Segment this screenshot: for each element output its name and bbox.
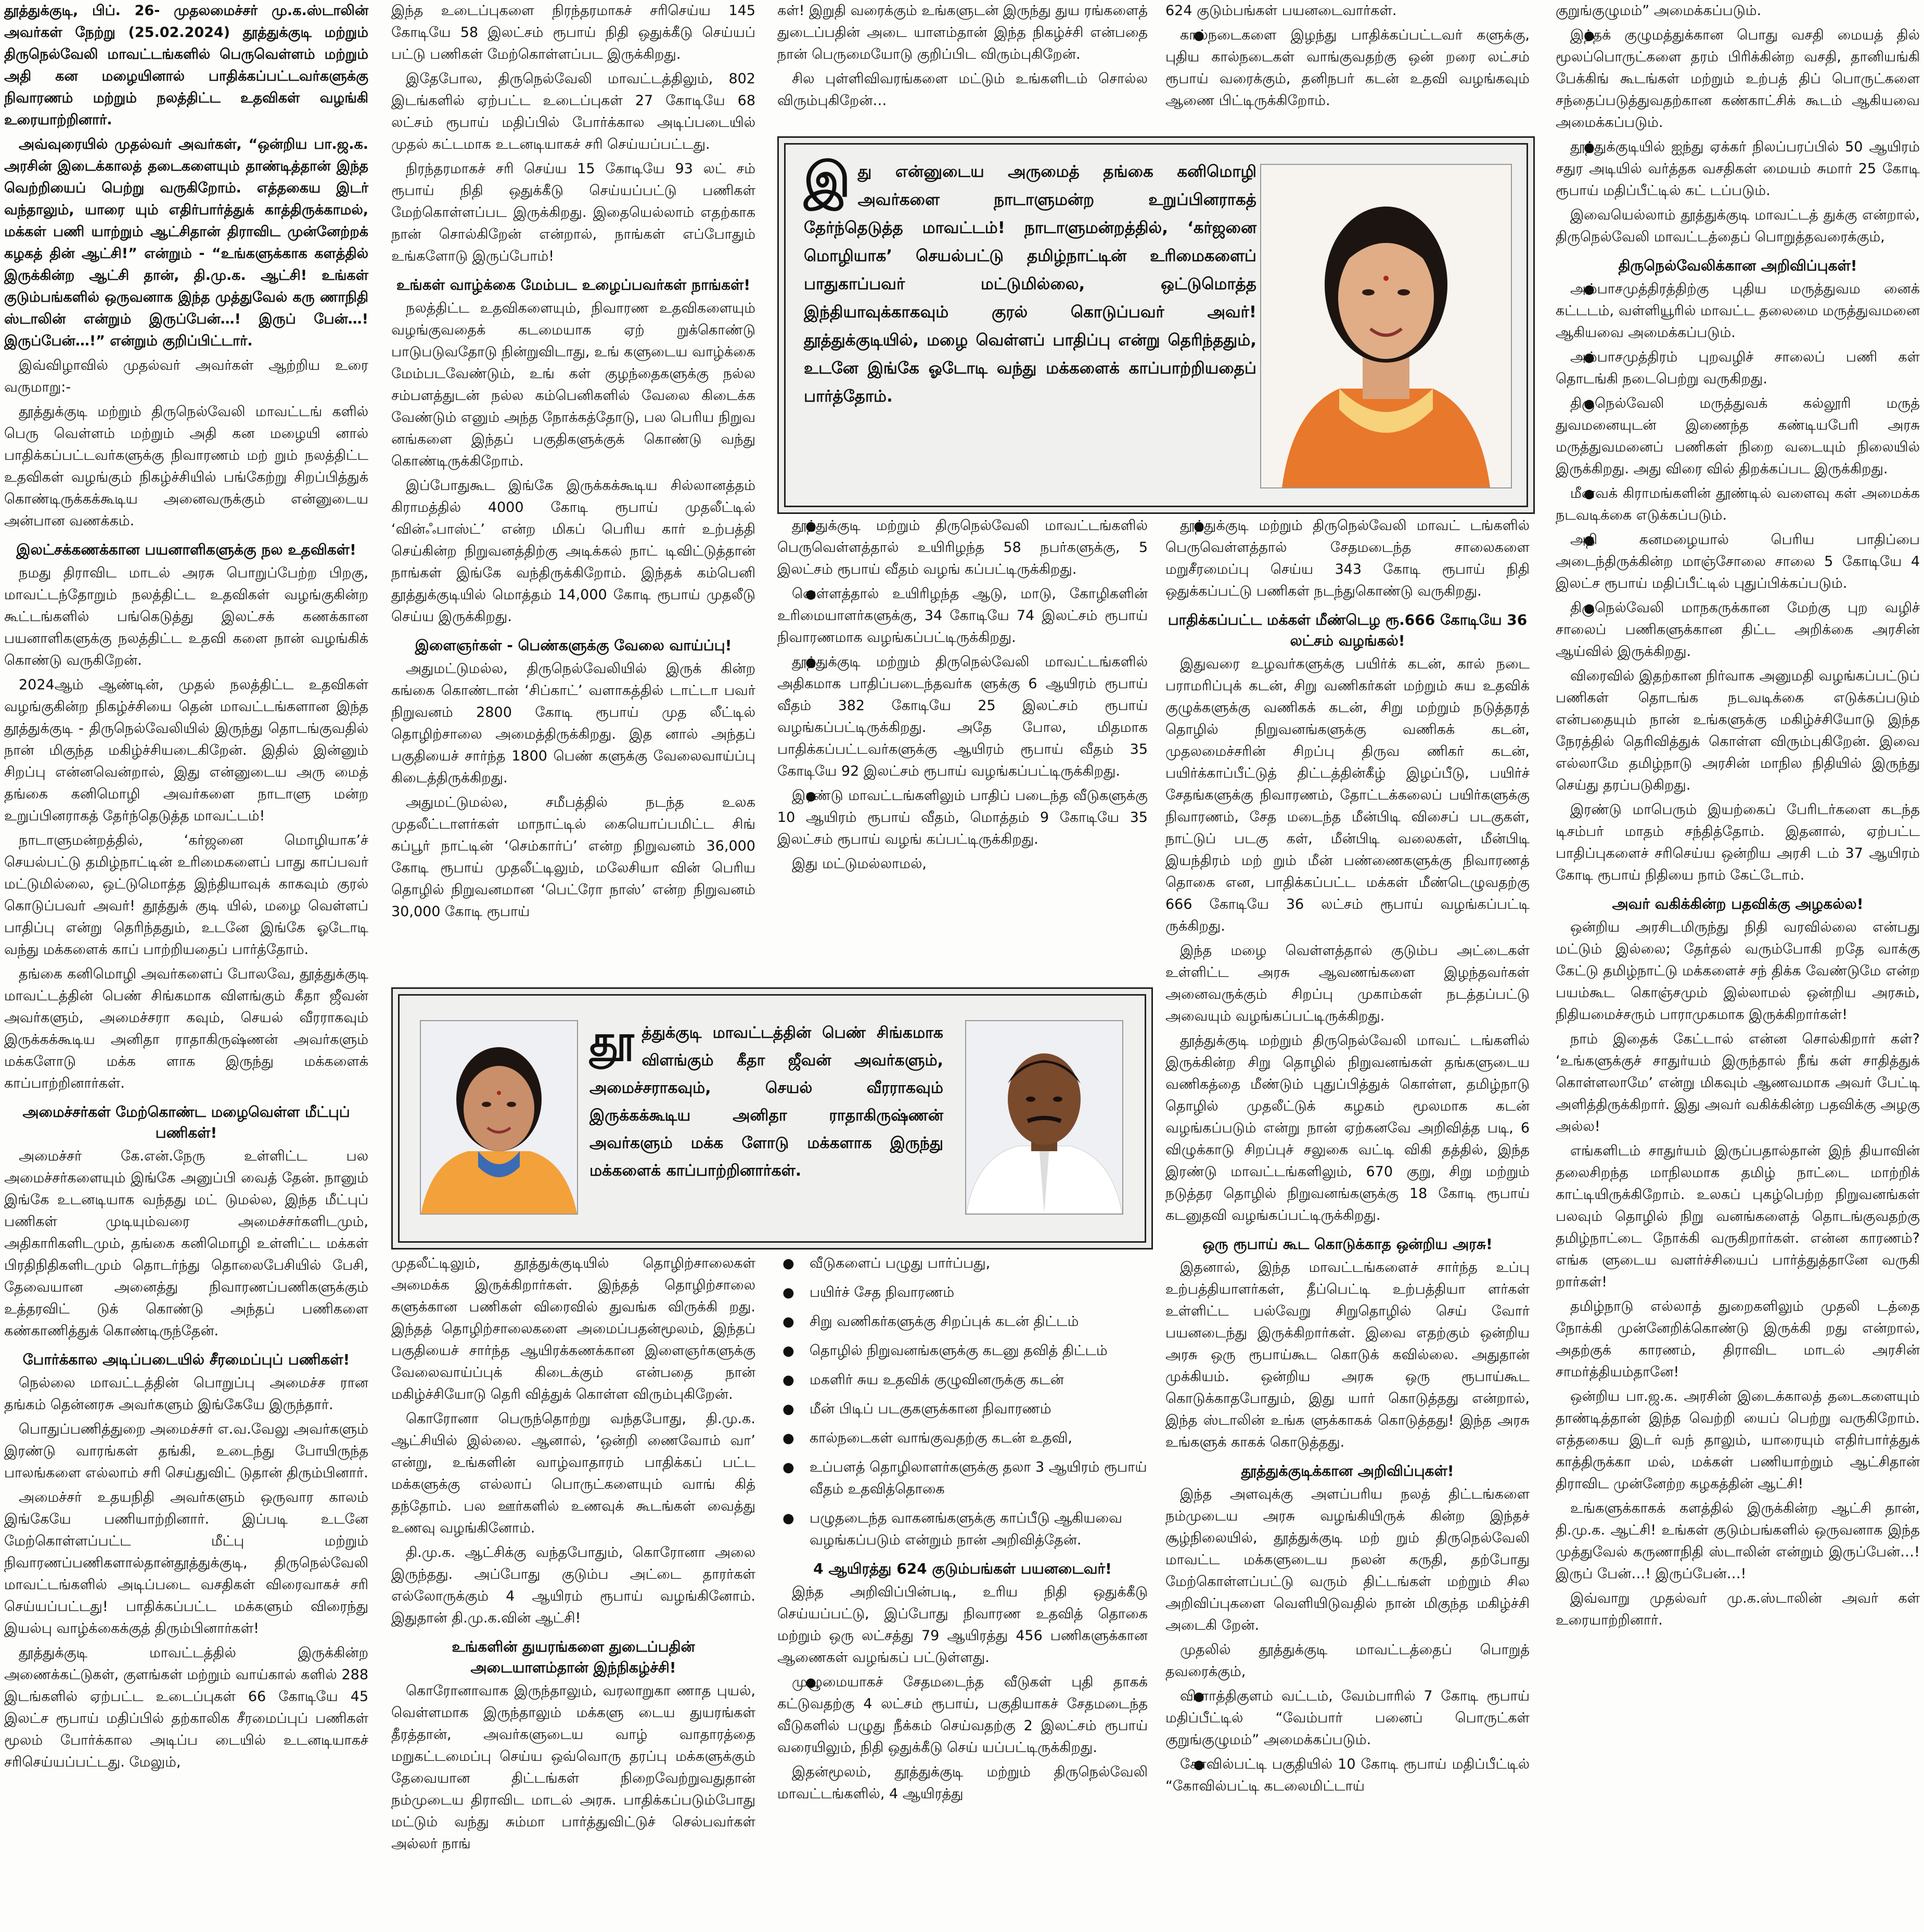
bullet-paragraph: ● இந்தக் குழுமத்துக்கான பொது வசதி மையத் தில் மூலப்பொருட்களை தரம் பிரிக்கின்ற வசதி, தானியங்கி பேக்கிங் கூடங்கள் மற்றும் உற்பத் திப் பொருட்களை சந்தைப்படுத்துவதற்கான கண்காட்சிக் கூடம் ஆகியவை அமைக்கப்படும். [1556, 24, 1920, 134]
bullet-paragraph: ● விளாத்திகுளம் வட்டம், வேம்பாரில் 7 கோடி ரூபாய் மதிப்பீட்டில் “வேம்பார் பனைப் பொருட்கள் குறுங்குழுமம்” அமைக்கப்படும். [1165, 1685, 1530, 1751]
subheading: இலட்சக்கணக்கான பயனாளிகளுக்கு நல உதவிகள்! [16, 541, 356, 558]
paragraph: இரண்டு மாபெரும் இயற்கைப் பேரிடர்களை கடந்த டிசம்பர் மாதம் சந்தித்தோம். இதனால், ஏற்பட்ட பாதிப்புகளைச் சரிசெய்ய ஒன்றிய அரசி டம் 37 ஆயிரம் கோடி ரூபாய் நிதியை நாம் கேட்டோம். [1556, 802, 1920, 883]
paragraph: இதேபோல, திருநெல்வேலி மாவட்டத்திலும், 802 இடங்களில் ஏற்பட்ட உடைப்புகள் 27 கோடியே 68 லட்சம் ரூபாய் மதிப்பில் போர்க்கால அடிப்படையில் முதல் கட்டமாக உடனடியாகச் சரி செய்யப்பட்டது. [391, 71, 755, 152]
paragraph: ஒன்றிய பா.ஜ.க. அரசின் இடைக்காலத் தடைகளையும் தாண்டித்தான் இந்த வெற்றி யைப் பெற்று வருகிறோம். எத்தகைய இடர் வந் தாலும், யாரையும் எதிர்பார்த்துக் காத்திருக்கா மல், மக்கள் பணியாற்றும் ஆட்சிதான் திராவிட முன்னேற்ற கழகத்தின் ஆட்சி! [1556, 1388, 1920, 1492]
paragraph: கொரோனாவாக இருந்தாலும், வரலாறுகா ணாத புயல், வெள்ளமாக இருந்தாலும் மக்களு டைய துயரங்கள் தீரத்தான், அவர்களுடைய வாழ் வாதாரத்தை மறுகட்டமைப்பு செய்ய ஒவ்வொரு தரப்பு மக்களுக்கும் தேவையான திட்டங்கள் நிறைவேற்றுவதுதான் நம்முடைய திராவிட மாடல் அரசு. பாதிக்கப்படும்போது மட்டும் வந்து சும்மா பார்த்துவிட்டுச் செல்பவர்கள் அல்லர் நாங் [391, 1683, 755, 1852]
subheading: போர்க்கால அடிப்படையில் சீரமைப்புப் பணிகள்! [22, 1351, 350, 1368]
subheading: அமைச்சர்கள் மேற்கொண்ட மழைவெள்ள மீட்புப் பணிகள்! [22, 1103, 350, 1141]
paragraph: முதலீட்டிலும், தூத்துக்குடியில் தொழிற்சாலைகள் அமைக்க இருக்கிறார்கள். இந்தத் தொழிற்சாலை களுக்கான பணிகள் விரைவில் துவங்க விருக்கி றது. இந்தத் தொழிற்சாலைகளை அமைப்பதன்மூலம், இந்தப் பகுதியைச் சார்ந்த ஆயிரக்கணக்கான இளைஞர்களுக்கு வேலைவாய்ப்புக் கிடைக்கும் என்பதை நான் மகிழ்ச்சியோடு தெரி வித்துக் கொள்ள விரும்புகிறேன். [391, 1255, 755, 1402]
paragraph: பொதுப்பணித்துறை அமைச்சர் எ.வ.வேலு அவர்களும் இரண்டு வாரங்கள் தங்கி, உடைந்து போயிருந்த பாலங்களை எல்லாம் சரி செய்துவிட் டுதான் திரும்பினார். [4, 1421, 368, 1481]
paragraph: சில புள்ளிவிவரங்களை மட்டும் உங்களிடம் சொல்ல விரும்புகிறேன்… [777, 71, 1148, 109]
bullet-paragraph: ● தூத்துக்குடி மற்றும் திருநெல்வேலி மாவட் டங்களில் பெருவெள்ளத்தால் சேதமடைந்த சாலைகளை மறுசீரமைப்பு செய்ய 343 கோடி ரூபாய் நிதி ஒதுக்கப்பட்டு பணிகள் நடந்துகொண்டு வருகிறது. [1165, 515, 1530, 602]
pullquote-box-kanimozhi [777, 136, 1535, 514]
paragraph: தங்கை கனிமொழி அவர்களைப் போலவே, தூத்துக்குடி மாவட்டத்தின் பெண் சிங்கமாக விளங்கும் கீதா ஜீவன் அவர்களும், அமைச்சரா கவும், செயல் வீரராகவும் இருக்கக்கூடிய அனிதா ராதாகிருஷ்ணன் அவர்களும் மக்களோடு மக்க ளாக இருந்து மக்களைக் காப்பாற்றினார்கள். [4, 966, 368, 1091]
paragraph: இதுவரை உழவர்களுக்கு பயிர்க் கடன், கால் நடை பராமரிப்புக் கடன், சிறு வணிகர்கள் மற்றும் சுய உதவிக் குழுக்களுக்கு வணிகக் கடன், சிறு மற்றும் நடுத்தரத் தொழில் நிறுவனங்களுக்கு வணிகக் கடன், முதலமைச்சரின் சிறப்பு திருவ ணிகர் கடன், பயிர்க்காப்பீட்டுத் திட்டத்தின்கீழ் இழப்பீடு, பயிர்ச் சேதங்களுக்கு நிவாரணம், தோட்டக்கலைப் பயிர்களுக்கு நிவாரணம், சேத மடைந்த மீன்பிடி விசைப் படகுகள், நாட்டுப் படகு கள், மீன்பிடி வலைகள், மீன்பிடி இயந்திரம் மற் றும் மீன் பண்ணைகளுக்கு நிவாரணத் தொகை என, பாதிக்கப்பட்ட மக்கள் மீண்டெழுவதற்கு 666 கோடியே 36 லட்சம் ரூபாய் வழங்கப்பட்டி ருக்கிறது. [1165, 656, 1530, 934]
column-5 [1556, 0, 1920, 1634]
paragraph: கொரோனா பெருந்தொற்று வந்தபோது, தி.மு.க. ஆட்சியில் இல்லை. ஆனால், ‘ஒன்றி ணைவோம் வா’ என்று, உங்களின் வாழ்வாதாரம் பாதிக்கப் பட்ட மக்களுக்கு எல்லாப் பொருட்களையும் வாங் கித் தந்தோம். பல ஊர்களில் உணவுக் கூடங்கள் வைத்து உணவு வழங்கினோம். [391, 1411, 755, 1536]
list-item: ● கால்நடைகள் வாங்குவதற்கு கடன் உதவி, [777, 1427, 1148, 1449]
bullet-paragraph: ● அதி கனமழையால் பெரிய பாதிப்பை அடைந்திருக்கின்ற மாஞ்சோலை சாலை 5 கோடியே 4 இலட்ச ரூபாய் மதிப்பீட்டில் புதுப்பிக்கப்படும். [1556, 529, 1920, 595]
paragraph: கள்! இறுதி வரைக்கும் உங்களுடன் இருந்து துய ரங்களைத் துடைப்பதின் அடை யாளம்தான் இந்த நிகழ்ச்சி என்பதை நான் பெருமையோடு குறிப்பிட விரும்புகிறேன். [777, 3, 1148, 62]
bullet-paragraph: ● மீனவக் கிராமங்களின் தூண்டில் வளைவு கள் அமைக்க நடவடிக்கை எடுக்கப்படும். [1556, 483, 1920, 526]
paragraph: நமது திராவிட மாடல் அரசு பொறுப்பேற்ற பிறகு, மாவட்டந்தோறும் நலத்திட்ட உதவிகள் வழங்குகின்ற கூட்டங்களில் பங்கெடுத்து இலட்சக் கணக்கான பயனாளிகளுக்கு நலத்திட்ட உதவி களை நான் வழங்கிக் கொண்டு வருகிறேன். [4, 565, 368, 668]
paragraph: இப்போதுகூட இங்கே இருக்கக்கூடிய சில்லானத்தம் கிராமத்தில் 4000 கோடி ரூபாய் முதலீட்டில் ‘வின்ஃபாஸ்ட்’ என்ற மிகப் பெரிய கார் உற்பத்தி செய்கின்ற நிறுவனத்திற்கு அடிக்கல் நாட் டிவிட்டுத்தான் நாங்கள் இங்கே வந்திருக்கிறோம். இந்தக் கம்பெனி தூத்துக்குடியில் மொத்தம் 14,000 கோடி ரூபாய் முதலீடு செய்ய இருக்கிறது. [391, 478, 755, 625]
paragraph: குறுங்குழுமம்” அமைக்கப்படும். [1556, 3, 1762, 19]
paragraph: நெல்லை மாவட்டத்தின் பொறுப்பு அமைச்ச ரான தங்கம் தென்னரசு அவர்களும் இங்கேயே இருந்தார். [4, 1375, 368, 1413]
bullet-paragraph: ● அம்பாசமுத்திரத்திற்கு புதிய மருத்துவம னைக் கட்டடம், வள்ளியூரில் மாவட்ட தலைமை மருத்துவமனை ஆகியவை அமைக்கப்படும். [1556, 278, 1920, 344]
bullet-paragraph: ● தூத்துக்குடி மற்றும் திருநெல்வேலி மாவட்டங்களில் அதிகமாக பாதிப்படைந்தவர்க ளுக்கு 6 ஆயிரம் ரூபாய் வீதம் 382 கோடியே 25 இலட்சம் ரூபாய் வழங்கப்பட்டிருக்கிறது. அதே போல, மிதமாக பாதிக்கப்பட்டவர்களுக்கு ஆயிரம் ரூபாய் வீதம் 35 கோடியே 92 இலட்சம் ரூபாய் வழங்கப்பட்டிருக்கிறது. [777, 651, 1148, 782]
list-item: ● சிறு வணிகர்களுக்கு சிறப்புக் கடன் திட்டம் [777, 1311, 1148, 1333]
column-1 [4, 0, 368, 1776]
paragraph: இதனால், இந்த மாவட்டங்களைச் சார்ந்த உப்பு உற்பத்தியாளர்கள், தீப்பெட்டி உற்பத்தியா ளர்கள் உள்ளிட்ட பல்வேறு சிறுதொழில் செய் வோர் பயனடைந்து இருக்கிறார்கள். இவை எதற்கும் ஒன்றிய அரசு ஒரு ரூபாய்கூட கொடுக் கவில்லை. அதுதான் முக்கியம். ஒன்றிய அரசு ஒரு ரூபாய்கூட கொடுக்காதபோதும், இது யார் கொடுத்தது என்றால், இந்த ஸ்டாலின் உங்க ளுக்காகக் கொடுத்தது! இந்த அரசு உங்களுக் காகக் கொடுத்தது. [1165, 1259, 1530, 1450]
bullet-paragraph: ● வெள்ளத்தால் உயிரிழந்த ஆடு, மாடு, கோழிகளின் உரிமையாளர்களுக்கு, 34 கோடியே 74 இலட்சம் ரூபாய் நிவாரணமாக வழங்கப்பட்டிருக்கிறது. [777, 583, 1148, 649]
bullet-paragraph: ● திருநெல்வேலி மருத்துவக் கல்லூரி மருத் துவமனையுடன் இணைந்த கண்டியபேரி அரசு மருத்துவமனைப் பணிகள் நிறை வடையும் நிலையில் இருக்கிறது. அது விரை வில் திறக்கப்பட இருக்கிறது. [1556, 393, 1920, 480]
bullet-paragraph: ● கால்நடைகளை இழந்து பாதிக்கப்பட்டவர் களுக்கு, புதிய கால்நடைகள் வாங்குவதற்கு ஒன் றரை லட்சம் ரூபாய் வரைக்கும், தனிநபர் கடன் உதவி வழங்கவும் ஆணை பிட்டிருக்கிறோம். [1165, 24, 1530, 112]
column-3-middle [777, 515, 1148, 878]
paragraph: அதுமட்டுமல்ல, திருநெல்வேலியில் இருக் கின்ற கங்கை கொண்டான் ‘சிப்காட்’ வளாகத்தில் டாட்டா பவர் நிறுவனம் 2800 கோடி ரூபாய் முத லீட்டில் தொழிற்சாலை அமைத்திருக்கிறது. இத னால் அந்தப் பகுதியைச் சார்ந்த 1800 பெண் களுக்கு வேலைவாய்ப்பு கிடைத்திருக்கிறது. [391, 661, 755, 786]
column-2-top [391, 0, 755, 925]
paragraph: இந்த உடைப்புகளை நிரந்தரமாகச் சரிசெய்ய 145 கோடியே 58 இலட்சம் ரூபாய் நிதி ஒதுக்கீடு செய்யப் பட்டு பணிகள் மேற்கொள்ளப்பட இருக்கிறது. [391, 3, 755, 62]
list-item: ● வீடுகளைப் பழுது பார்ப்பது, [777, 1253, 1148, 1274]
dropcap: இ [804, 152, 851, 208]
paragraph: நாம் இதைக் கேட்டால் என்ன சொல்கிறார் கள்? ‘உங்களுக்குச் சாதுர்யம் இருந்தால் நீங் கள் சாதித்துக் கொள்ளலாமே’ என்று மிகவும் ஆணவமாக அவர் பேட்டி அளித்திருக்கிறார். இது அவர் வகிக்கின்ற பதவிக்கு அழகு அல்ல! [1556, 1031, 1920, 1135]
bullet-paragraph: ● இரண்டு மாவட்டங்களிலும் பாதிப் படைந்த வீடுகளுக்கு 10 ஆயிரம் ரூபாய் வீதம், மொத்தம் 9 கோடியே 35 இலட்சம் ரூபாய் வழங் கப்பட்டிருக்கிறது. [777, 785, 1148, 851]
paragraph: 624 குடும்பங்கள் பயனடைவார்கள். [1165, 3, 1397, 19]
pullquote-ministers-text: தூ த்துக்குடி மாவட்டத்தின் பெண் சிங்கமாக விளங்கும் கீதா ஜீவன் அவர்களும், அமைச்சராகவும், செயல் வீரராகவும் இருக்கக்கூடிய அனிதா ராதாகிருஷ்ணன் அவர்களும் மக்க ளோடு மக்களாக இருந்து மக்களைக் காப்பாற்றினார்கள். [589, 1016, 943, 1180]
paragraph: தமிழ்நாடு எல்லாத் துறைகளிலும் முதலி டத்தை நோக்கி முன்னேறிக்கொண்டு இருக்கி றது என்றால், அதற்குக் காரணம், திராவிட மாடல் அரசின் சாமர்த்தியம்தானே! [1556, 1298, 1920, 1380]
list-item: ● மகளிர் சுய உதவிக் குழுவினருக்கு கடன் [777, 1369, 1148, 1391]
list-item: ● பழுதடைந்த வாகனங்களுக்கு காப்பீடு ஆகியவை வழங்கப்படும் என்றும் நான் அறிவித்தேன். [777, 1508, 1148, 1551]
subheading: பாதிக்கப்பட்ட மக்கள் மீண்டெழ ரூ.666 கோடியே 36 லட்சம் வழங்கல்! [1168, 611, 1528, 649]
anitha-radhakrishnan-photo [965, 1020, 1123, 1215]
paragraph: உங்களுக்காகக் களத்தில் இருக்கின்ற ஆட்சி தான், தி.மு.க. ஆட்சி! உங்கள் குடும்பங்களில் ஒருவனாக இந்த முத்துவேல் கருணாநிதி ஸ்டாலின் என்றும் இருப்பேன்…! இருப் பேன்…! இருப்பேன்…! [1556, 1500, 1920, 1582]
paragraph: இது மட்டுமல்லாமல், [792, 856, 927, 872]
subheading: உங்களின் துயரங்களை துடைப்பதின் அடையாளம்தான் இந்நிகழ்ச்சி! [452, 1638, 695, 1676]
paragraph: ஒன்றிய அரசிடமிருந்து நிதி வரவில்லை என்பது மட்டும் இல்லை; தேர்தல் வரும்போகி றதே வாக்கு கேட்டு தமிழ்நாட்டு மக்களைச் சந் திக்க வேண்டுமே என்ற பயம்கூட கொஞ்சமும் இல்லாமல் ஒன்றிய அரசும், நிதியமைச்சரும் பாராமுகமாக இருக்கிறார்கள்! [1556, 919, 1920, 1023]
paragraph: இவையெல்லாம் தூத்துக்குடி மாவட்டத் துக்கு என்றால், திருநெல்வேலி மாவட்டத்தைப் பொறுத்தவரைக்கும், [1556, 207, 1920, 245]
column-3-bottom [777, 1253, 1148, 1808]
paragraph: இந்த அறிவிப்பின்படி, உரிய நிதி ஒதுக்கீடு செய்யப்பட்டு, இப்போது நிவாரண உதவித் தொகை மற்றும் ஒரு லட்சத்து 79 ஆயிரத்து 456 பணிகளுக்கான ஆணைகள் வழங்கப் பட்டுள்ளது. [777, 1584, 1148, 1666]
subheading: திருநெல்வேலிக்கான அறிவிப்புகள்! [1618, 257, 1857, 274]
subheading: 4 ஆயிரத்து 624 குடும்பங்கள் பயனடைவர்! [813, 1560, 1112, 1577]
paragraph: முதலில் தூத்துக்குடி மாவட்டத்தைப் பொறுத் தவரைக்கும், [1165, 1642, 1530, 1680]
paragraph: விரைவில் இதற்கான நிர்வாக அனுமதி வழங்கப்பட்டுப் பணிகள் தொடங்க நடவடிக்கை எடுக்கப்படும் என்பதையும் நான் உங்களுக்கு மகிழ்ச்சியோடு இந்த நேரத்தில் தெரிவித்துக் கொள்ள விரும்புகிறேன். இவை எல்லாமே தமிழ்நாடு அரசின் மாநில நிதியில் இருந்து செய்து தரப்படுகிறது. [1556, 668, 1920, 793]
column-3-top [777, 0, 1148, 114]
dropcap: தூ [589, 1016, 635, 1066]
bullet-paragraph: ● முழுமையாகச் சேதமடைந்த வீடுகள் புதி தாகக் கட்டுவதற்கு 4 லட்சம் ரூபாய், பகுதியாகச் சேதமடைந்த வீடுகளில் பழுது நீக்கம் செய்வதற்கு 2 இலட்சம் ரூபாய் வரையிலும், நிதி ஒதுக்கீடு செய் யப்பட்டிருக்கிறது. [777, 1671, 1148, 1759]
column-4-main [1165, 515, 1530, 1800]
paragraph: இந்த மழை வெள்ளத்தால் குடும்ப அட்டைகள் உள்ளிட்ட அரசு ஆவணங்களை இழந்தவர்கள் அனைவருக்கும் சிறப்பு முகாம்கள் நடத்தப்பட்டு அவையும் வழங்கப்பட்டிருக்கிறது. [1165, 943, 1530, 1024]
paragraph: அதுமட்டுமல்ல, சமீபத்தில் நடந்த உலக முதலீட்டாளர்கள் மாநாட்டில் கையொப்பமிட்ட சிங் கப்பூர் நாட்டின் ‘செம்கார்ப்’ என்ற நிறுவனம் 36,000 கோடி ரூபாய் முதலீட்டிலும், மலேசியா வின் பெரிய தொழில் நிறுவனமான ‘பெட்ரோ நாஸ்’ என்ற நிறுவனம் 30,000 கோடி ரூபாய் [391, 794, 755, 920]
bullet-paragraph: ● அம்பாசமுத்திரம் புறவழிச் சாலைப் பணி கள் தொடங்கி நடைபெற்று வருகிறது. [1556, 346, 1920, 390]
paragraph: தி.மு.க. ஆட்சிக்கு வந்தபோதும், கொரோனா அலை இருந்தது. அப்போது குடும்ப அட்டை தாரர்கள் எல்லோருக்கும் 4 ஆயிரம் ரூபாய் வழங்கினோம். இதுதான் தி.மு.க.வின் ஆட்சி! [391, 1544, 755, 1626]
paragraph: நலத்திட்ட உதவிகளையும், நிவாரண உதவிகளையும் வழங்குவதைக் கடமையாக ஏற் றுக்கொண்டு பாடுபடுவதோடு நின்றுவிடாது, உங் களுடைய வாழ்க்கை மேம்படவேண்டும், உங் கள் குழந்தைகளுக்கு நல்ல சம்பளத்துடன் நல்ல கம்பெனிகளில் வேலை கிடைக்க வேண்டும் எனும் அந்த நோக்கத்தோடு, பல பெரிய நிறுவ னங்களை இந்தப் பகுதிகளுக்குக் கொண்டு வந்து கொண்டிருக்கிறோம். [391, 300, 755, 469]
paragraph: இந்த அளவுக்கு அளப்பரிய நலத் திட்டங்களை நம்முடைய அரசு வழங்கியிருக் கின்ற இந்தச் சூழ்நிலையில், தூத்துக்குடி மற் றும் திருநெல்வேலி மாவட்ட மக்களுடைய நலன் கருதி, தற்போது மேற்கொள்ளப்பட்டு வரும் திட்டங்கள் மற்றும் சில அறிவிப்புகளை வெளியிடுவதில் நான் மிகுந்த மகிழ்ச்சி அடைகி றேன். [1165, 1486, 1530, 1633]
list-item: ● உப்பளத் தொழிலாளர்களுக்கு தலா 3 ஆயிரம் ரூபாய் வீதம் உதவித்தொகை [777, 1457, 1148, 1500]
paragraph: நாடாளுமன்றத்தில், ‘கர்ஜனை மொழியாக’ச் செயல்பட்டு தமிழ்நாட்டின் உரிமைகளைப் பாது காப்பவர் மட்டுமில்லை, ஒட்டுமொத்த இந்தியாவுக் காகவும் குரல் கொடுப்பவர் அவர்! தூத்துக் குடி யில், மழை வெள்ளப் பாதிப்பு என்று தெரிந்ததும், உடனே இங்கே ஓடோடி வந்து மக்களைக் காப் பாற்றியதைப் பார்த்தோம். [4, 832, 368, 958]
paragraph: அமைச்சர் கே.என்.நேரு உள்ளிட்ட பல அமைச்சர்களையும் இங்கே அனுப்பி வைத் தேன். நானும் இங்கே உடனடியாக வந்தது மட் டுமல்ல, இந்த மீட்புப் பணிகள் முடியும்வரை அமைச்சர்களிடமும், அதிகாரிகளிடமும், தங்கை கனிமொழி உள்ளிட்ட மக்கள் பிரதிநிதிகளிடமும் தொடர்ந்து தொலைபேசியில் பேசி, தேவையான அனைத்து நிவாரணப்பணிகளுக்கும் உத்தரவிட் டுக் கொண்டு அந்தப் பணிகளை கண்காணித்துக் கொண்டிருந்தேன். [4, 1148, 368, 1339]
paragraph: இவ்விழாவில் முதல்வர் அவர்கள் ஆற்றிய உரை வருமாறு:- [4, 357, 368, 395]
bullet-paragraph: ● கோவில்பட்டி பகுதியில் 10 கோடி ரூபாய் மதிப்பீட்டில் “கோவில்பட்டி கடலைமிட்டாய் [1165, 1754, 1530, 1797]
list-item: ● மீன் பிடிப் படகுகளுக்கான நிவாரணம் [777, 1398, 1148, 1420]
paragraph: அமைச்சர் உதயநிதி அவர்களும் ஒருவார காலம் இங்கேயே பணியாற்றினார். இப்படி உடனே மேற்கொள்ளப்பட்ட மீட்பு மற்றும் நிவாரணப்பணிகளால்தான்தூத்துக்குடி, திருநெல்வேலி மாவட்டங்களில் அடிப்படை வசதிகள் விரைவாகச் சரி செய்யப்பட்டது! பாதிக்கப்பட்ட மக்களும் விரைந்து இயல்பு வாழ்க்கைக்குத் திரும்பினார்கள்! [4, 1489, 368, 1637]
column-4-top [1165, 0, 1530, 114]
geetha-jeevan-photo [420, 1020, 578, 1215]
pullquote-kanimozhi-text: இ து என்னுடைய அருமைத் தங்கை கனிமொழி அவர்களை நாடாளுமன்ற உறுப்பினராகத் தேர்ந்தெடுத்த மாவட்டம்! நாடாளுமன்றத்தில், ‘கர்ஜனை மொழியாக’ செயல்பட்டு தமிழ்நாட்டின் உரிமைகளைப் பாதுகாப்பவர் மட்டுமில்லை, ஒட்டுமொத்த இந்தியாவுக்காகவும் குரல் கொடுப்பவர் அவர்! தூத்துக்குடியில், மழை வெள்ளப் பாதிப்பு என்று தெரிந்ததும், உடனே இங்கே ஓடோடி வந்து மக்களைக் காப்பாற்றியதைப் பார்த்தோம். [804, 152, 1256, 406]
bullet-paragraph: ● தூத்துக்குடி மற்றும் திருநெல்வேலி மாவட்டங்களில் பெருவெள்ளத்தால் உயிரிழந்த 58 நபர்களுக்கு, 5 இலட்சம் ரூபாய் வீதம் வழங் கப்பட்டிருக்கிறது. [777, 515, 1148, 581]
paragraph: இவ்வாறு முதல்வர் மு.க.ஸ்டாலின் அவர் கள் உரையாற்றினார். [1556, 1590, 1920, 1628]
kanimozhi-photo [1260, 164, 1512, 488]
list-item: ● பயிர்ச் சேத நிவாரணம் [777, 1282, 1148, 1304]
pullquote-box-ministers [391, 987, 1153, 1250]
paragraph: அவ்வுரையில் முதல்வர் அவர்கள், “ஒன்றிய பா.ஜ.க. அரசின் இடைக்காலத் தடைகளையும் தாண்டித்தான் இந்த வெற்றியைப் பெற்று வருகிறோம். எத்தகைய இடர் வந்தாலும், யாரை யும் எதிர்பார்த்துக் காத்திருக்காமல், மக்கள் பணி யாற்றும் ஆட்சிதான் திராவிட முன்னேற்றக் கழகத் தின் ஆட்சி!” என்றும் - “உங்களுக்காக களத்தில் இருக்கின்ற ஆட்சி தான், தி.மு.க. ஆட்சி! உங்கள் குடும்பங்களில் ஒருவனாக இந்த முத்துவேல் கரு ணாநிதி ஸ்டாலின் என்றும் இருப்பேன்…! இருப் பேன்…! இருப்பேன்…!” என்றும் குறிப்பிட்டார். [4, 136, 368, 349]
paragraph: நிரந்தரமாகச் சரி செய்ய 15 கோடியே 93 லட் சம் ரூபாய் நிதி ஒதுக்கீடு செய்யப்பட்டு பணிகள் மேற்கொள்ளப்பட இருக்கிறது. இதையெல்லாம் எதற்காக நான் சொல்கிறேன் என்றால், நாங்கள் எப்போதும் உங்களோடு இருப்போம்! [391, 161, 755, 264]
paragraph: தூத்துக்குடி, பிப். 26- முதலமைச்சர் மு.க.ஸ்டாலின் அவர்கள் நேற்று (25.02.2024) தூத்துக்குடி மற்றும் திருநெல்வேலி மாவட்டங்களில் பெருவெள்ளம் மற்றும் அதி கன மழையினால் பாதிக்கப்பட்டவர்களுக்கு நிவாரணம் மற்றும் நலத்திட்ட உதவிகள் வழங்கி உரையாற்றினார். [4, 3, 368, 128]
bullet-list [777, 1253, 1148, 1551]
paragraph: 2024ஆம் ஆண்டின், முதல் நலத்திட்ட உதவிகள் வழங்குகின்ற நிகழ்ச்சியை தென் மாவட்டங்களான இந்த தூத்துக்குடி - திருநெல்வேலியில் இருந்து தொடங்குவதில் நான் மிகுந்த மகிழ்ச்சியடைகிறேன். இதில் இன்னும் சிறப்பு என்னவென்றால், இது என்னுடைய அரு மைத் தங்கை கனிமொழி அவர்களை நாடாளு மன்ற உறுப்பினராகத் தேர்ந்தெடுத்த மாவட்டம்! [4, 677, 368, 824]
paragraph: தூத்துக்குடி மற்றும் திருநெல்வேலி மாவட் டங்களில் இருக்கின்ற சிறு தொழில் நிறுவனங்கள் தங்களுடைய வணிகத்தை மீண்டும் புதுப்பித்துக் கொள்ள, தமிழ்நாடு தொழில் முதலீட்டுக் கழகம் மூலமாக கடன் வழங்கப்படும் என்று நான் ஏற்கனவே அறிவித்த படி, 6 விழுக்காடு சிறப்புச் சலுகை வட்டி விகி தத்தில், இந்த இரண்டு மாவட்டங்களிலும், 670 குறு, சிறு மற்றும் நடுத்தர தொழில் நிறுவனங்களுக்கு 18 கோடி ரூபாய் கடனுதவி வழங்கப்பட்டிருக்கிறது. [1165, 1033, 1530, 1223]
paragraph: தூத்துக்குடி மாவட்டத்தில் இருக்கின்ற அணைக்கட்டுகள், குளங்கள் மற்றும் வாய்கால் களில் 288 இடங்களில் ஏற்பட்ட உடைப்புகள் 66 கோடியே 45 இலட்ச ரூபாய் மதிப்பில் தற்காலிக சீரமைப்புப் பணிகள் மூலம் போர்க்கால அடிப்ப டையில் உடனடியாகச் சரிசெய்யப்பட்டது. மேலும், [4, 1645, 368, 1770]
subheading: தூத்துக்குடிக்கான அறிவிப்புகள்! [1241, 1462, 1454, 1479]
paragraph: தூத்துக்குடி மற்றும் திருநெல்வேலி மாவட்டங் களில் பெரு வெள்ளம் மற்றும் அதி கன மழையி னால் பாதிக்கப்பட்டவர்களுக்கு நிவாரணம் மற் றும் நலத்திட்ட உதவிகள் வழங்கும் நிகழ்ச்சியில் பங்கேற்று சிறப்பித்துக் கொண்டிருக்கக்கூடிய அனைவருக்கும் என்னுடைய அன்பான வணக்கம். [4, 404, 368, 529]
bullet-paragraph: ● திருநெல்வேலி மாநகருக்கான மேற்கு புற வழிச் சாலைப் பணிகளுக்கான திட்ட அறிக்கை அரசின் ஆய்வில் இருக்கிறது. [1556, 597, 1920, 663]
bullet-paragraph: ● தூத்துக்குடியில் ஐந்து ஏக்கர் நிலப்பரப்பில் 50 ஆயிரம் சதுர அடியில் வர்த்தக வசதிகள் மையம் சுமார் 25 கோடி ரூபாய் மதிப்பீட்டில் கட் டப்படும். [1556, 136, 1920, 202]
subheading: ஒரு ரூபாய் கூட கொடுக்காத ஒன்றிய அரசு! [1202, 1235, 1493, 1253]
paragraph: எங்களிடம் சாதுர்யம் இருப்பதால்தான் இந் தியாவின் தலைசிறந்த மாநிலமாக தமிழ் நாட்டை மாற்றிக் காட்டியிருக்கிறோம். உலகப் புகழ்பெற்ற நிறுவனங்கள் பலவும் தொழில் நிறு வனங்களைத் தொடங்குவதற்கு தமிழ்நாட்டை நோக்கி வருகிறார்கள். என்ன காரணம்? எங்க ளுடைய வளர்ச்சியைப் பார்த்துத்தானே வருகி றார்கள்! [1556, 1143, 1920, 1290]
column-2-bottom [391, 1253, 755, 1858]
list-item: ● தொழில் நிறுவனங்களுக்கு கடனு தவித் திட்டம் [777, 1340, 1148, 1362]
subheading: அவர் வகிக்கின்ற பதவிக்கு அழகல்ல! [1612, 895, 1864, 912]
paragraph: இதன்மூலம், தூத்துக்குடி மற்றும் திருநெல்வேலி மாவட்டங்களில், 4 ஆயிரத்து [777, 1764, 1148, 1802]
subheading: உங்கள் வாழ்க்கை மேம்பட உழைப்பவர்கள் நாங்கள்! [396, 276, 751, 293]
subheading: இளைஞர்கள் - பெண்களுக்கு வேலை வாய்ப்பு! [415, 637, 732, 654]
